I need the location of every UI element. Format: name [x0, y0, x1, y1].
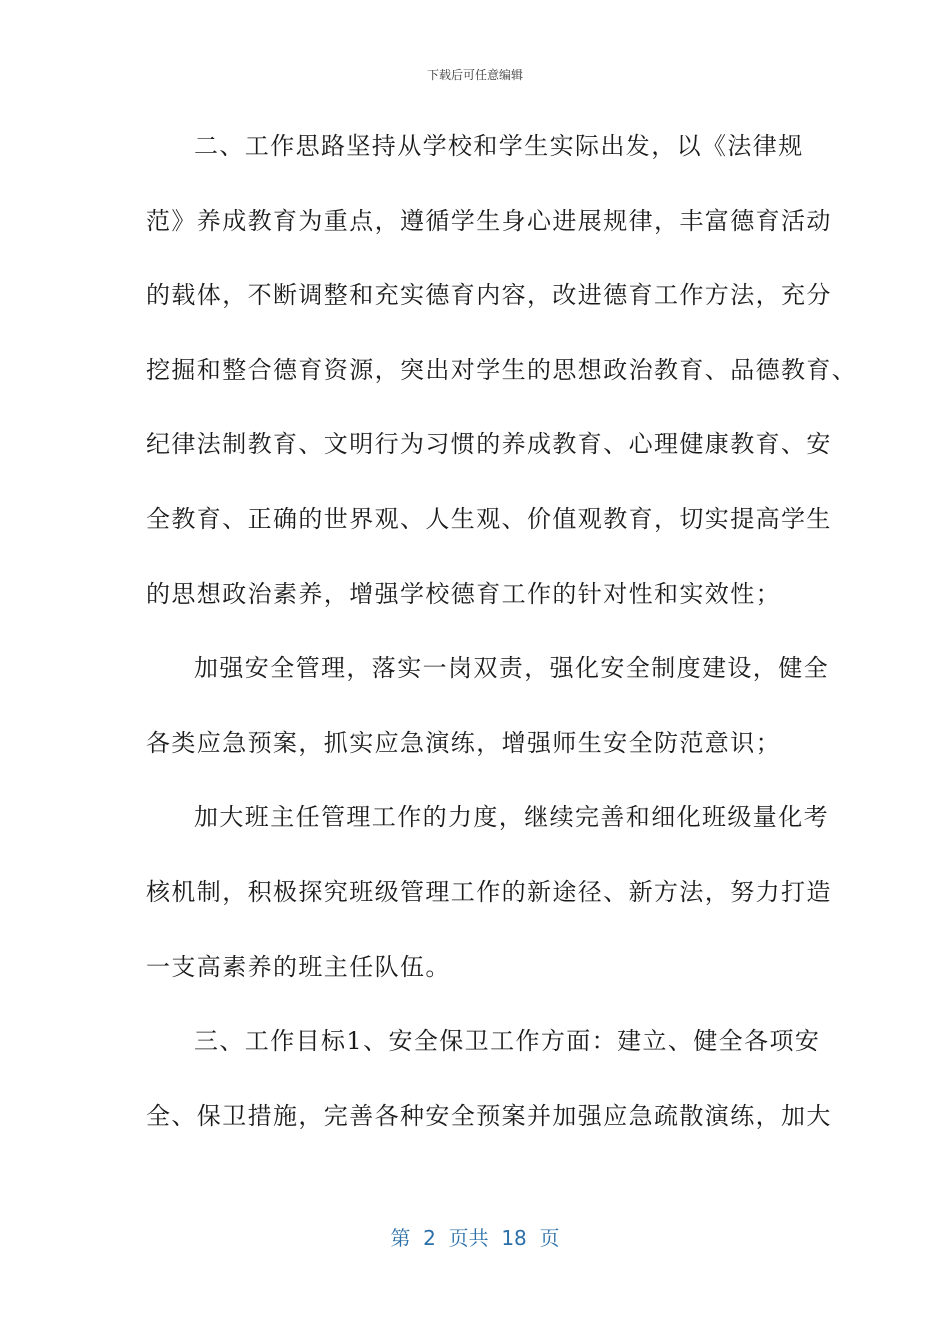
- paragraph-line: 挖掘和整合德育资源，突出对学生的思想政治教育、品德教育、: [146, 355, 858, 384]
- paragraph-line: 的思想政治素养，增强学校德育工作的针对性和实效性；: [146, 579, 781, 608]
- paragraph-line: 范》养成教育为重点，遵循学生身心进展规律，丰富德育活动: [146, 206, 832, 235]
- paragraph-line: 一支高素养的班主任队伍。: [146, 952, 451, 981]
- paragraph-line: 二、工作思路坚持从学校和学生实际出发，以《法律规: [194, 132, 804, 160]
- paragraph-line: 纪律法制教育、文明行为习惯的养成教育、心理健康教育、安: [146, 430, 832, 459]
- paragraph-line: 的载体，不断调整和充实德育内容，改进德育工作方法，充分: [146, 281, 832, 310]
- page-header: 下载后可任意编辑: [426, 68, 523, 82]
- paragraph-line: 核机制，积极探究班级管理工作的新途径、新方法，努力打造: [146, 877, 832, 906]
- paragraph-line: 全教育、正确的世界观、人生观、价值观教育，切实提高学生: [146, 504, 832, 533]
- paragraph-line: 加大班主任管理工作的力度，继续完善和细化班级量化考: [194, 803, 829, 832]
- paragraph-line: 各类应急预案，抓实应急演练，增强师生安全防范意识；: [146, 728, 781, 757]
- page-number-footer: 第 2 页共 18 页: [390, 1226, 560, 1250]
- document-body: [146, 124, 858, 1168]
- paragraph-line: 全、保卫措施，完善各种安全预案并加强应急疏散演练，加大: [146, 1101, 832, 1130]
- paragraph-line: 加强安全管理，落实一岗双责，强化安全制度建设，健全: [194, 654, 829, 683]
- paragraph-line: 三、工作目标1、安全保卫工作方面：建立、健全各项安: [194, 1027, 821, 1056]
